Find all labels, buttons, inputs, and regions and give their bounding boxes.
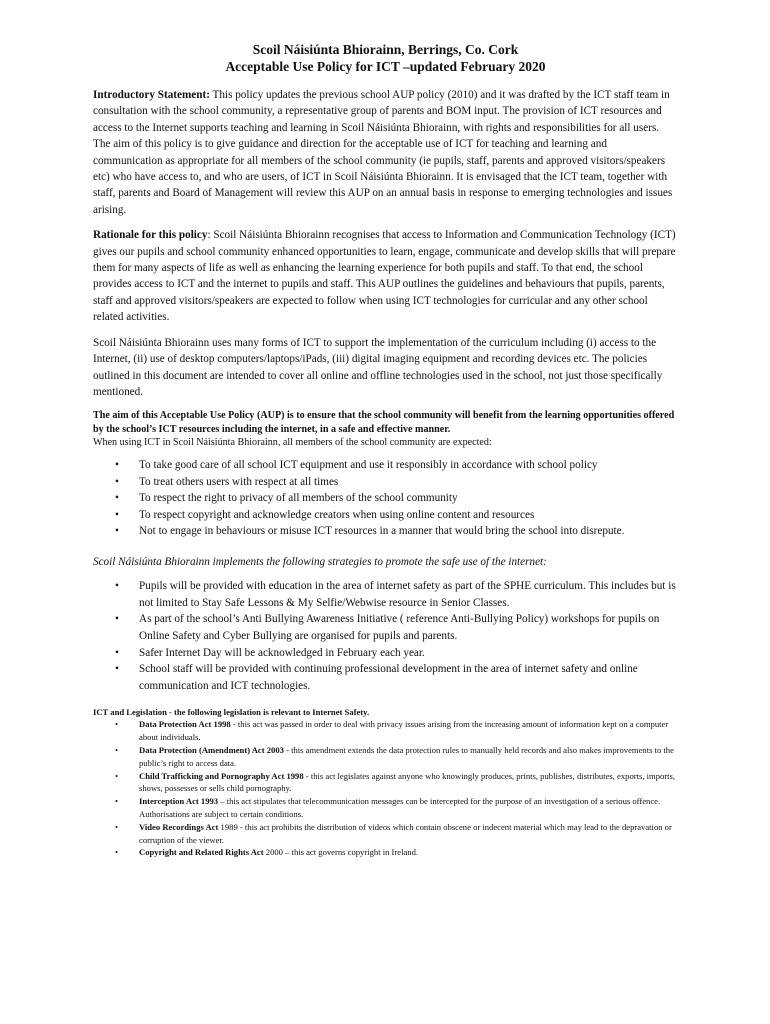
bullet-icon: • <box>115 613 119 626</box>
list-item-text: Not to engage in behaviours or misuse ICT resources in a manner that would bring the school into disrepute. <box>139 525 625 538</box>
document-subtitle: Acceptable Use Policy for ICT –updated February 2020 <box>225 59 546 74</box>
bullet-icon: • <box>115 646 119 659</box>
list-item-text: Pupils will be provided with education in the area of internet safety as part of the SPHE curriculum. This includes but is not limited to Stay Safe Lessons & My Selfie/Webwise resource in Senior Classes. <box>139 580 676 609</box>
bullet-icon: • <box>115 508 119 521</box>
act-name: Copyright and Related Rights Act <box>139 847 264 858</box>
list-item-text: To take good care of all school ICT equipment and use it responsibly in accordance with school policy <box>139 458 598 471</box>
act-name: Video Recordings Act <box>139 821 219 832</box>
legislation-heading: ICT and Legislation - the following legislation is relevant to Internet Safety. <box>93 707 370 718</box>
intro-paragraph <box>93 87 678 218</box>
list-item <box>115 578 678 611</box>
list-item <box>115 846 678 859</box>
strategies-list <box>93 578 678 694</box>
bullet-icon: • <box>115 663 119 676</box>
act-name: Child Trafficking and Pornography Act 1998 <box>139 770 304 781</box>
document-title: Scoil Náisiúnta Bhiorainn, Berrings, Co. Cork <box>252 42 519 57</box>
act-name: Data Protection (Amendment) Act 2003 <box>139 745 284 756</box>
act-name: Data Protection Act 1998 <box>139 719 231 730</box>
bullet-icon: • <box>115 492 119 505</box>
list-item <box>115 661 678 694</box>
list-item <box>115 490 678 507</box>
document-page <box>93 41 678 859</box>
rationale-label: Rationale for this policy <box>93 229 208 242</box>
rationale-text: : Scoil Náisiúnta Bhiorainn recognises that access to Information and Communication Technology (ICT) gives our pupils and school community enhanced opportunities to learn, engage, communicate and develop skills that will prepare them for many aspects of life as well as enhancing the learning experience for both pupils and staff. To that end, the school provides access to ICT and the internet to pupils and staff. This AUP outlines the guidelines and behaviours that pupils, parents, staff and approved visitors/speakers are expected to follow when using ICT technologies for curricular and any other school related activities. <box>93 229 676 324</box>
list-item <box>115 795 678 821</box>
list-item <box>115 474 678 491</box>
list-item-text: School staff will be provided with continuing professional development in the area of internet safety and online communication and ICT technologies. <box>139 663 638 692</box>
bullet-icon: • <box>115 796 119 807</box>
intro-text: This policy updates the previous school AUP policy (2010) and it was drafted by the ICT staff team in consultation with the school community, a representative group of parents and BOM input. The provision of ICT resources and access to the Internet supports teaching and learning in Scoil Náisiúnta Bhiorainn, with rights and responsibilities for all users. The aim of this policy is to give guidance and direction for the acceptable use of ICT for teaching and learning and communication as appropriate for all members of the school community (ie pupils, staff, parents and approved visitors/speakers etc) who have access to, and who are users, of ICT in Scoil Náisiúnta Bhiorainn. It is envisaged that the ICT team, together with staff, parents and Board of Management will review this AUP on an annual basis in response to emerging technologies and issues arising. <box>93 89 673 216</box>
list-item <box>115 523 678 540</box>
list-item-text: To respect copyright and acknowledge creators when using online content and resources <box>139 508 535 521</box>
bullet-icon: • <box>115 458 119 471</box>
list-item <box>115 718 678 744</box>
list-item <box>115 457 678 474</box>
bullet-icon: • <box>115 770 119 781</box>
bullet-icon: • <box>115 745 119 756</box>
bullet-icon: • <box>115 475 119 488</box>
bullet-icon: • <box>115 580 119 593</box>
list-item-text: As part of the school’s Anti Bullying Awareness Initiative ( reference Anti-Bullying Policy) workshops for pupils on Online Safety and Cyber Bullying are organised for pupils and parents. <box>139 613 660 643</box>
list-item-text: Safer Internet Day will be acknowledged in February each year. <box>139 646 425 659</box>
strategies-heading: Scoil Náisiúnta Bhiorainn implements the following strategies to promote the safe use of the internet: <box>93 555 547 568</box>
expectations-list <box>93 457 678 540</box>
bullet-icon: • <box>115 719 119 730</box>
list-item-text: To respect the right to privacy of all members of the school community <box>139 492 458 505</box>
list-item <box>115 744 678 770</box>
bullet-icon: • <box>115 847 119 858</box>
act-description: - this amendment extends the data protection rules to manually held records and also makes improvements to the public’s right to access data. <box>139 745 674 768</box>
list-item <box>115 645 678 662</box>
act-description: 2000 – this act governs copyright in Ireland. <box>263 847 419 858</box>
forms-paragraph: Scoil Náisiúnta Bhiorainn uses many forms of ICT to support the implementation of the curriculum including (i) access to the Internet, (ii) use of desktop computers/laptops/iPads, (iii) digital imaging equipment and recording devices etc. The policies outlined in this document are intended to cover all online and offline technologies used in the school, not just those specifically mentioned. <box>93 336 663 398</box>
act-description: - this act was passed in order to deal with privacy issues arising from the increasing amount of information kept on a computer about individuals. <box>139 719 669 743</box>
aim-expectation-intro: When using ICT in Scoil Náisiúnta Bhiorainn, all members of the school community are expected: <box>93 436 492 448</box>
legislation-list <box>93 718 678 859</box>
aim-statement: The aim of this Acceptable Use Policy (AUP) is to ensure that the school community will benefit from the learning opportunities offered by the school’s ICT resources including the internet, in a safe and effective manner. <box>93 410 675 435</box>
intro-label: Introductory Statement: <box>93 89 210 101</box>
list-item-text: To treat others users with respect at all times <box>139 475 339 488</box>
act-name: Interception Act 1993 <box>139 796 219 807</box>
list-item <box>115 507 678 524</box>
act-description: – this act stipulates that telecommunication messages can be intercepted for the purpose of an investigation of a serious offence. Authorisations are subject to certain conditions. <box>139 796 661 820</box>
list-item <box>115 611 678 644</box>
list-item <box>115 821 678 847</box>
bullet-icon: • <box>115 821 119 832</box>
act-description: 1989 - this act prohibits the distribution of videos which contain obscene or indecent material which may lead to the depravation or corruption of the viewer. <box>139 821 672 845</box>
act-description: - this act legislates against anyone who knowingly produces, prints, publishes, distributes, exports, imports, shows, possesses or sells child pornography. <box>139 770 676 794</box>
rationale-paragraph <box>93 227 678 325</box>
bullet-icon: • <box>115 525 119 538</box>
list-item <box>115 770 678 796</box>
